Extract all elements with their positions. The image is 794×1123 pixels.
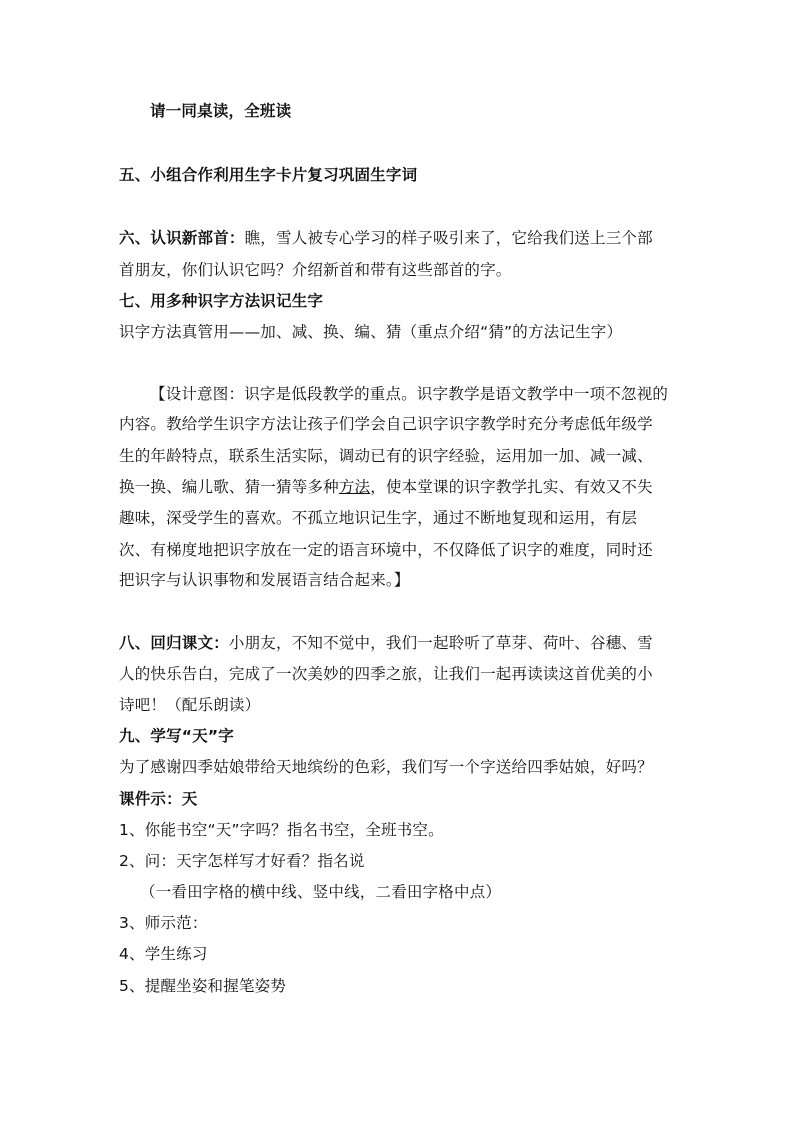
- step-item: 2、问：天字怎样写才好看？指名说: [119, 852, 365, 870]
- design-intent-text: 换一换、编儿歌、猜一猜等多种: [119, 478, 339, 496]
- section-eight-text: 小朋友，不知不觉中，我们一起聆听了草芽、荷叶、谷穗、雪: [228, 634, 653, 652]
- section-eight-heading: 八、回归课文：: [119, 634, 229, 652]
- design-intent-line: 次、有梯度地把识字放在一定的语言环境中，不仅降低了识字的难度，同时还: [119, 541, 653, 559]
- section-six-text-cont: 首朋友，你们认识它吗？介绍新首和带有这些部首的字。: [119, 261, 512, 279]
- step-item: 1、你能书空“天”字吗？指名书空，全班书空。: [119, 821, 444, 839]
- design-intent-text: ，使本堂课的识字教学扎实、有效又不失: [370, 478, 653, 496]
- design-intent-line: 把识字与认识事物和发展语言结合起来。】: [119, 571, 410, 589]
- reading-instruction: 请一同桌读，全班读: [150, 102, 292, 120]
- design-intent-line: 【设计意图：识字是低段教学的重点。识字教学是语文教学中一项不忽视的: [150, 385, 669, 403]
- section-six-heading: 六、认识新部首：: [119, 229, 245, 247]
- section-seven-heading: 七、用多种识字方法识记生字: [119, 292, 324, 310]
- section-eight-text-cont: 人的快乐告白，完成了一次美妙的四季之旅，让我们一起再读读这首优美的小: [119, 665, 653, 683]
- step-item: 3、师示范：: [119, 914, 208, 932]
- courseware-label: 课件示：天: [119, 790, 198, 808]
- underlined-word: 方法: [338, 478, 371, 496]
- design-intent-line: 趣味，深受学生的喜欢。不孤立地识记生字，通过不断地复现和运用，有层: [119, 509, 638, 527]
- section-eight-text-cont: 诗吧！（配乐朗读）: [119, 696, 261, 714]
- section-nine-heading: 九、学写“天”字: [119, 727, 234, 745]
- step-item: 4、学生练习: [119, 945, 208, 963]
- section-six-paragraph: [119, 228, 653, 248]
- section-nine-text: 为了感谢四季姑娘带给天地缤纷的色彩，我们写一个字送给四季姑娘，好吗？: [119, 758, 653, 776]
- design-intent-line: 生的年龄特点，联系生活实际，调动已有的识字经验，运用加一加、减一减、: [119, 447, 653, 465]
- design-intent-line: [119, 477, 653, 497]
- section-five-heading: 五、小组合作利用生字卡片复习巩固生字词: [119, 166, 418, 184]
- section-six-text: 瞧，雪人被专心学习的样子吸引来了，它给我们送上三个部: [244, 229, 653, 247]
- step-item: 5、提醒坐姿和握笔姿势: [119, 977, 287, 995]
- step-note: （一看田字格的横中线、竖中线，二看田字格中点）: [140, 883, 502, 901]
- section-eight-paragraph: [119, 633, 653, 653]
- design-intent-line: 内容。教给学生识字方法让孩子们学会自己识字识字教学时充分考虑低年级学: [119, 415, 653, 433]
- section-seven-text: 识字方法真管用——加、减、换、编、猜（重点介绍“猜”的方法记生字）: [119, 323, 623, 341]
